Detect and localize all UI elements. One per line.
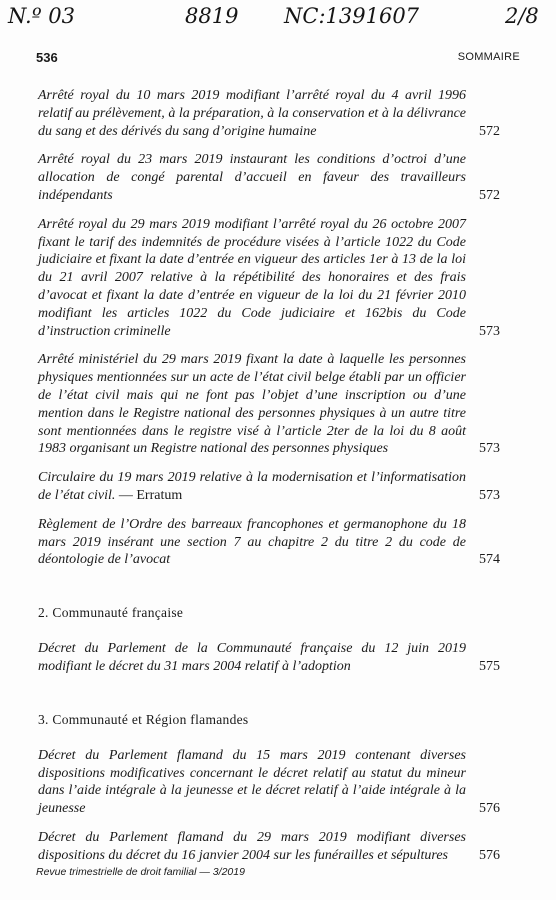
toc-entry	[38, 747, 498, 818]
entry-title: Arrêté royal du 23 mars 2019 instaurant les conditions d’octroi d’une allocation de congé parental d’accueil en faveur des travailleurs indépendants	[38, 152, 466, 203]
entry-title: Règlement de l’Ordre des barreaux francophones et germanophone du 18 mars 2019 insérant une section 7 au chapitre 2 du titre 2 du code de déontologie de l’avocat	[38, 516, 466, 568]
entry-page-number: 573	[479, 441, 500, 457]
toc-entry	[38, 216, 498, 341]
toc-entry	[38, 516, 498, 569]
entry-page-number: 572	[479, 187, 500, 203]
entries-group-3	[38, 747, 498, 865]
table-of-contents	[38, 87, 498, 876]
entry-title: Circulaire du 19 mars 2019 relative à la modernisation et l’informatisation de l’état civil.	[38, 470, 466, 503]
entries-group-2	[38, 640, 498, 676]
toc-entry	[38, 351, 498, 458]
entry-suffix: — Erratum	[115, 487, 183, 503]
entries-group-1	[38, 87, 498, 569]
entry-page-number: 573	[479, 487, 500, 503]
handwritten-reference-number: N.º 03	[8, 4, 75, 28]
entry-title: Décret du Parlement flamand du 29 mars 2019 modifiant diverses dispositions du décret du 16 janvier 2004 sur les funérailles et sépultures	[38, 829, 466, 863]
handwritten-code: 8819	[185, 4, 239, 28]
entry-page-number: 575	[479, 658, 500, 674]
entry-page-number: 572	[479, 123, 500, 139]
entry-title: Décret du Parlement flamand du 15 mars 2019 contenant diverses dispositions modificatives concernant le décret relatif au statut du mineur dans l’aide intégrale à la jeunesse et le décret relatif à l’aide intégrale à la jeunesse	[38, 747, 466, 817]
page-number: 536	[36, 50, 58, 65]
entry-title: Arrêté royal du 10 mars 2019 modifiant l’arrêté royal du 4 avril 1996 relatif au prélèvement, à la préparation, à la conservation et à la délivrance du sang et des dérivés du sang d’origine humaine	[38, 88, 466, 139]
section-heading-communaute-flamande: 3. Communauté et Région flamandes	[38, 711, 249, 727]
section-title: SOMMAIRE	[457, 51, 520, 63]
toc-entry	[38, 87, 498, 140]
entry-title: Arrêté ministériel du 29 mars 2019 fixant la date à laquelle les personnes physiques mentionnées sur un acte de l’état civil belge établi par un officier de l’état civil mais qui ne font pas l’objet d’une inscription ou d’une mention dans le Registre national des personnes physiques à un autre titre sont mentionnées dans le registre visé à l’article 2ter de la loi du 8 août 1983 organisant un Registre national des personnes physiques	[38, 352, 466, 457]
toc-entry	[38, 151, 498, 204]
entry-page-number: 573	[479, 323, 500, 339]
handwritten-corner-mark: 2/8	[505, 4, 539, 28]
handwritten-nc-number: NC:1391607	[284, 4, 420, 28]
entry-title: Arrêté royal du 29 mars 2019 modifiant l’arrêté royal du 26 octobre 2007 fixant le tarif des indemnités de procédure visées à l’article 1022 du Code judiciaire et fixant la date d’entrée en vigueur des articles 1er à 13 de la loi du 21 avril 2007 relative à la répétibilité des honoraires et des frais d’avocat et fixant la date d’entrée en vigueur de la loi du 21 février 2010 modifiant les articles 1022 du Code judiciaire et 162bis du Code d’instruction criminelle	[38, 216, 466, 339]
entry-title: Décret du Parlement de la Communauté française du 12 juin 2019 modifiant le décret du 31 mars 2004 relatif à l’adoption	[38, 641, 466, 674]
entry-page-number: 576	[479, 801, 500, 817]
toc-entry	[38, 829, 498, 865]
entry-page-number: 576	[479, 847, 500, 863]
section-heading-communaute-francaise: 2. Communauté française	[38, 605, 184, 621]
entry-page-number: 574	[479, 552, 500, 568]
journal-footer: Revue trimestrielle de droit familial — 3/2019	[36, 866, 245, 878]
toc-entry	[38, 469, 498, 505]
running-header	[36, 50, 520, 65]
toc-entry	[38, 640, 498, 676]
